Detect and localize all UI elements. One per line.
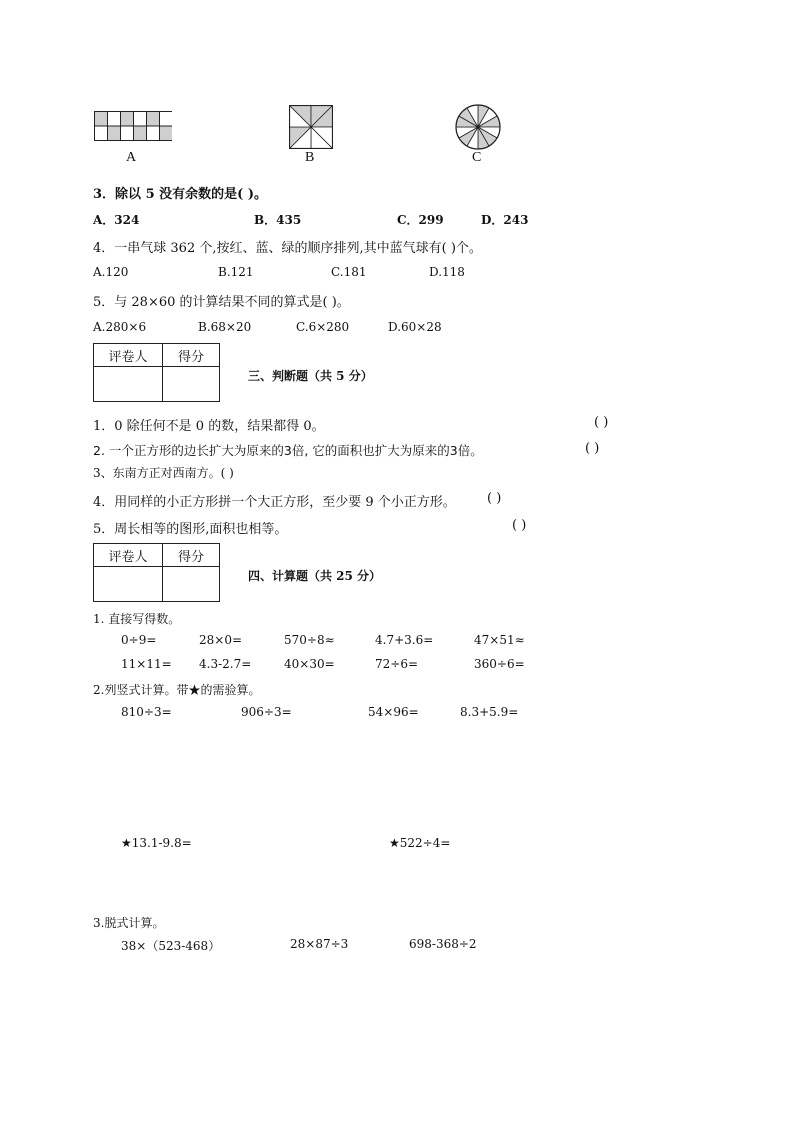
calc-q2-r1-item: 906÷3= — [241, 705, 292, 719]
calc-q2-r1-item: 54×96= — [368, 705, 419, 719]
judge-section-title: 三、判断题（共 5 分） — [248, 369, 373, 383]
judge-item-4-bracket[interactable]: ( ) — [487, 491, 502, 506]
question-3: 3．除以 5 没有余数的是( )。 — [93, 187, 267, 202]
figure-a-grid — [94, 111, 172, 141]
grid-cell — [108, 112, 121, 127]
judge-item-4: 4．用同样的小正方形拼一个大正方形，至少要 9 个小正方形。 — [93, 495, 456, 510]
grid-cell — [134, 126, 147, 141]
calc-q2-r1-item: 8.3+5.9= — [460, 705, 519, 719]
figure-c-circle — [455, 104, 501, 150]
calc-q1-r2-item: 72÷6= — [375, 657, 419, 671]
judge-item-5-bracket[interactable]: ( ) — [512, 518, 527, 533]
calc-q1-r2-item: 4.3-2.7= — [199, 657, 252, 671]
calc-q2-title: 2.列竖式计算。带★的需验算。 — [93, 683, 261, 697]
grid-cell — [147, 112, 160, 127]
grid-cell — [121, 126, 134, 141]
question-4: 4．一串气球 362 个,按红、蓝、绿的顺序排列,其中蓝气球有( )个。 — [93, 241, 482, 256]
grid-cell — [134, 112, 147, 127]
grid-cell — [108, 126, 121, 141]
q3-option-d: D．243 — [481, 213, 529, 227]
judge-item-5: 5．周长相等的图形,面积也相等。 — [93, 522, 288, 537]
grid-cell — [160, 112, 173, 127]
q3-option-c: C．299 — [397, 213, 444, 227]
calc-q2-r2-item: ★522÷4= — [389, 836, 451, 850]
reviewer-header: 评卷人 — [94, 344, 163, 367]
calc-q3-title: 3.脱式计算。 — [93, 916, 165, 930]
calc-q1-r1-item: 570÷8≈ — [284, 633, 335, 647]
calc-q1-r1-item: 28×0= — [199, 633, 243, 647]
calc-q1-r2-item: 11×11= — [121, 657, 172, 671]
calc-q1-r2-item: 40×30= — [284, 657, 335, 671]
calc-q1-r1-item: 47×51≈ — [474, 633, 525, 647]
judge-item-2: 2. 一个正方形的边长扩大为原来的3倍, 它的面积也扩大为原来的3倍。 — [93, 443, 483, 458]
q4-option-a: A.120 — [93, 265, 129, 279]
question-5: 5．与 28×60 的计算结果不同的算式是( )。 — [93, 295, 350, 310]
q5-option-d: D.60×28 — [388, 320, 442, 334]
score-table-calc — [93, 543, 220, 602]
q4-option-c: C.181 — [331, 265, 367, 279]
figure-a-label: A — [126, 150, 137, 165]
calc-q3-item: 698-368÷2 — [409, 937, 477, 951]
q4-option-d: D.118 — [429, 265, 465, 279]
judge-item-1-bracket[interactable]: ( ) — [594, 415, 609, 430]
score-header: 得分 — [163, 544, 220, 567]
score-cell[interactable] — [163, 367, 220, 402]
calc-q3-item: 28×87÷3 — [290, 937, 349, 951]
judge-item-3: 3、东南方正对西南方。( ) — [93, 466, 234, 480]
calc-q1-r1-item: 0÷9= — [121, 633, 157, 647]
calc-q1-r2-item: 360÷6= — [474, 657, 525, 671]
q4-option-b: B.121 — [218, 265, 254, 279]
judge-item-2-bracket[interactable]: ( ) — [585, 441, 600, 456]
calc-q3-item: 38×（523-468） — [121, 939, 221, 953]
judge-item-1: 1．0 除任何不是 0 的数，结果都得 0。 — [93, 419, 325, 434]
q3-option-b: B．435 — [254, 213, 302, 227]
grid-cell — [121, 112, 134, 127]
reviewer-cell[interactable] — [94, 567, 163, 602]
figure-c-label: C — [472, 150, 482, 165]
reviewer-cell[interactable] — [94, 367, 163, 402]
grid-cell — [147, 126, 160, 141]
figure-b-label: B — [305, 150, 315, 165]
q5-option-c: C.6×280 — [296, 320, 350, 334]
calc-q2-r2-item: ★13.1-9.8= — [121, 836, 192, 850]
q5-option-a: A.280×6 — [93, 320, 147, 334]
figure-b-square — [289, 105, 333, 149]
score-header: 得分 — [163, 344, 220, 367]
reviewer-header: 评卷人 — [94, 544, 163, 567]
calc-q1-r1-item: 4.7+3.6= — [375, 633, 434, 647]
calc-q1-title: 1. 直接写得数。 — [93, 612, 181, 626]
calc-q2-r1-item: 810÷3= — [121, 705, 172, 719]
grid-cell — [95, 112, 108, 127]
q5-option-b: B.68×20 — [198, 320, 252, 334]
q3-option-a: A．324 — [93, 213, 140, 227]
grid-cell — [160, 126, 173, 141]
grid-cell — [95, 126, 108, 141]
calc-section-title: 四、计算题（共 25 分） — [248, 569, 382, 583]
score-cell[interactable] — [163, 567, 220, 602]
score-table-judge — [93, 343, 220, 402]
